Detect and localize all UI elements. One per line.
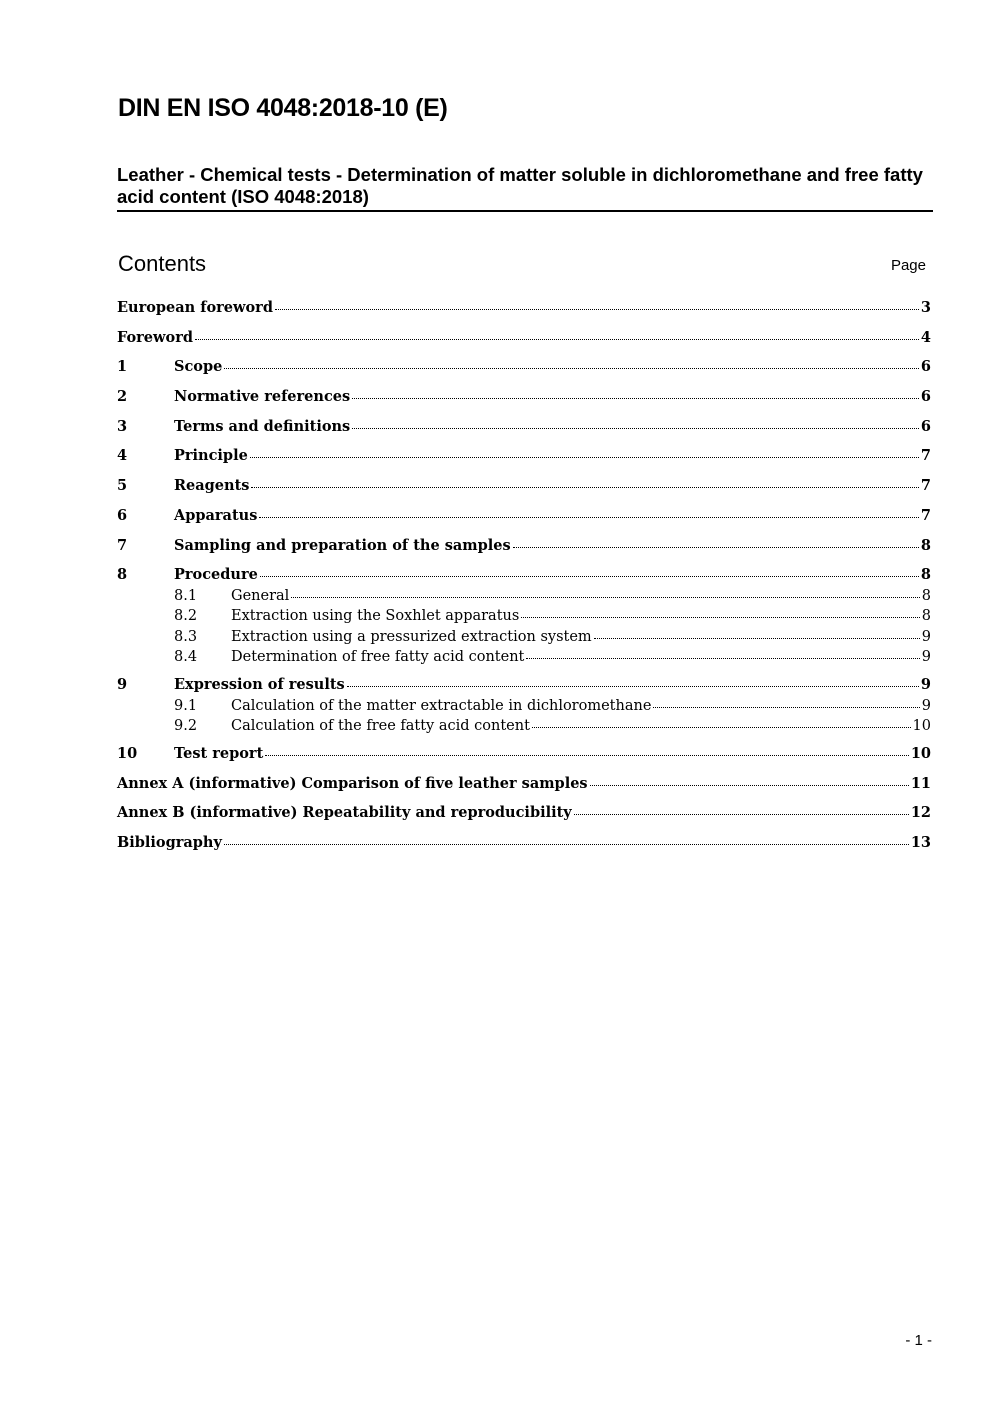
toc-leader — [653, 707, 919, 708]
toc-entry-number: 10 — [117, 744, 138, 762]
toc-leader — [291, 597, 919, 598]
toc-page-number: 9 — [920, 675, 931, 693]
toc-page-number: 9 — [921, 628, 931, 645]
toc-entry-title: Determination of free fatty acid content — [231, 648, 525, 665]
toc-page-number: 6 — [920, 417, 931, 435]
toc-leader — [224, 368, 919, 369]
toc-leader — [513, 547, 919, 548]
toc-entry-title: Test report — [174, 744, 264, 762]
toc-leader — [250, 457, 919, 458]
toc-page-number: 6 — [920, 358, 931, 376]
toc-leader — [259, 517, 919, 518]
toc-page-number: 13 — [910, 834, 931, 851]
toc-leader — [260, 576, 919, 577]
toc-entry-title: Apparatus — [174, 506, 258, 524]
toc-entry-annex-b[interactable] — [117, 802, 931, 832]
toc-entry-european-foreword[interactable] — [117, 297, 931, 327]
toc-page-number: 11 — [910, 774, 931, 792]
toc-entry-test-report[interactable] — [117, 743, 931, 773]
toc-entry-number: 8.3 — [174, 628, 198, 645]
toc-entry-normative-references[interactable] — [117, 386, 931, 416]
toc-leader — [594, 638, 920, 639]
toc-entry-number: 8 — [117, 566, 128, 584]
document-id: DIN EN ISO 4048:2018-10 (E) — [118, 94, 448, 122]
toc-entry-number: 9 — [117, 675, 128, 693]
toc-leader — [521, 617, 919, 618]
toc-entry-procedure[interactable] — [117, 564, 931, 586]
toc-entry-number: 9.2 — [174, 717, 198, 734]
toc-entry-number: 2 — [117, 388, 128, 406]
toc-entry-terms-and-definitions[interactable] — [117, 416, 931, 446]
toc-page-number: 7 — [920, 447, 931, 465]
toc-entry-number: 4 — [117, 447, 128, 465]
toc-leader — [251, 487, 918, 488]
toc-page-number: 9 — [921, 648, 931, 665]
toc-entry-number: 8.4 — [174, 648, 198, 665]
toc-entry-title: Normative references — [174, 388, 351, 406]
toc-page-number: 8 — [920, 536, 931, 554]
toc-subentry-free-fatty-acid[interactable] — [117, 647, 931, 674]
toc-page-number: 8 — [921, 588, 931, 605]
toc-page-number: 10 — [910, 744, 931, 762]
toc-entry-title: Scope — [174, 358, 223, 376]
toc-leader — [590, 785, 909, 786]
toc-page-number: 3 — [920, 299, 931, 316]
toc-entry-annex-a[interactable] — [117, 773, 931, 803]
toc-entry-title: European foreword — [117, 299, 273, 316]
toc-leader — [224, 844, 909, 845]
toc-entry-title: Extraction using a pressurized extraction system — [231, 628, 592, 645]
toc-entry-principle[interactable] — [117, 445, 931, 475]
toc-page-number: 7 — [920, 506, 931, 524]
toc-entry-title: Terms and definitions — [174, 417, 351, 435]
toc-entry-title: Calculation of the matter extractable in dichloromethane — [231, 697, 652, 714]
toc-entry-reagents[interactable] — [117, 475, 931, 505]
toc-leader — [526, 658, 919, 659]
toc-entry-title: General — [231, 588, 290, 605]
toc-leader — [265, 755, 909, 756]
toc-entry-title: Annex B (informative) Repeatability and reproducibility — [117, 804, 572, 822]
toc-leader — [347, 686, 919, 687]
contents-heading: Contents — [118, 251, 207, 276]
toc-page-number: 10 — [912, 717, 931, 734]
toc-entry-title: Sampling and preparation of the samples — [174, 536, 511, 554]
toc-entry-number: 8.1 — [174, 588, 198, 605]
toc-entry-apparatus[interactable] — [117, 505, 931, 535]
toc-entry-number: 9.1 — [174, 697, 198, 714]
toc-leader — [532, 727, 911, 728]
toc-subentry-soxhlet[interactable] — [117, 606, 931, 626]
toc-page-number: 8 — [921, 608, 931, 625]
toc-entry-title: Bibliography — [117, 834, 222, 851]
toc-subentry-pressurized-extraction[interactable] — [117, 627, 931, 647]
table-of-contents — [117, 297, 931, 862]
toc-leader — [352, 398, 919, 399]
toc-entry-scope[interactable] — [117, 356, 931, 386]
toc-entry-number: 6 — [117, 506, 128, 524]
toc-page-number: 6 — [920, 388, 931, 406]
toc-leader — [275, 309, 919, 310]
toc-entry-title: Calculation of the free fatty acid content — [231, 717, 530, 734]
toc-entry-title: Principle — [174, 447, 248, 465]
toc-subentry-general[interactable] — [117, 586, 931, 606]
toc-entry-sampling[interactable] — [117, 535, 931, 565]
toc-leader — [195, 339, 919, 340]
toc-leader — [574, 814, 909, 815]
toc-entry-bibliography[interactable] — [117, 832, 931, 862]
toc-page-number: 4 — [920, 328, 931, 346]
toc-entry-number: 3 — [117, 417, 128, 435]
page-column-label: Page — [890, 257, 926, 274]
toc-entry-title: Procedure — [174, 566, 258, 584]
toc-entry-foreword[interactable] — [117, 327, 931, 357]
toc-entry-title: Annex A (informative) Comparison of five leather samples — [117, 774, 588, 792]
toc-page-number: 9 — [921, 697, 931, 714]
toc-entry-title: Foreword — [117, 328, 193, 346]
toc-page-number: 8 — [920, 566, 931, 584]
toc-page-number: 7 — [920, 477, 931, 495]
toc-subentry-free-fatty-acid-calc[interactable] — [117, 716, 931, 743]
toc-entry-number: 8.2 — [174, 608, 198, 625]
toc-leader — [352, 428, 919, 429]
footer-page-number: - 1 - — [905, 1332, 932, 1349]
toc-entry-title: Reagents — [174, 477, 250, 495]
toc-entry-expression-of-results[interactable] — [117, 674, 931, 696]
toc-page-number: 12 — [910, 804, 931, 822]
toc-entry-number: 7 — [117, 536, 128, 554]
document-title: Leather - Chemical tests - Determination of matter soluble in dichloromethane and free fatty acid content (ISO 4048:2018) — [117, 164, 933, 212]
toc-entry-number: 1 — [117, 358, 128, 376]
toc-entry-title: Expression of results — [174, 675, 345, 693]
toc-entry-number: 5 — [117, 477, 128, 495]
toc-subentry-matter-extractable[interactable] — [117, 696, 931, 716]
toc-entry-title: Extraction using the Soxhlet apparatus — [231, 608, 520, 625]
